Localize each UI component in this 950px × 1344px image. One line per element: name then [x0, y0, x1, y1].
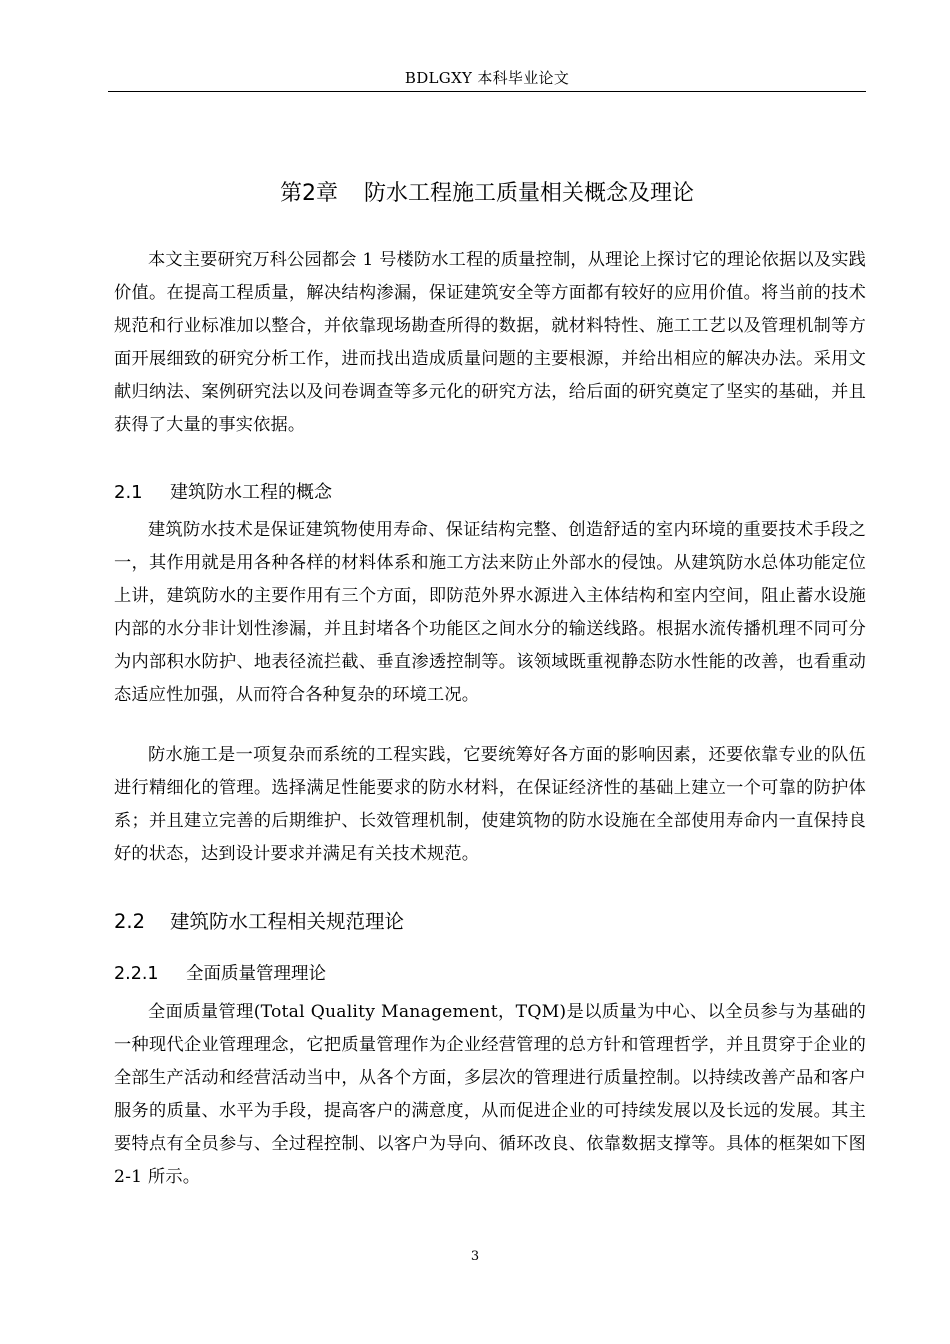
page-number: 3	[470, 1249, 480, 1264]
section-2-2-1-paragraph: 全面质量管理(Total Quality Management，TQM)是以质量为中心、以全员参与为基础的一种现代企业管理理念，它把质量管理作为企业经营管理的总方针和管理哲学，并且贯穿于企业的全部生产活动和经营活动当中，从各个方面，多层次的管理进行质量控制。以持续改善产品和客户服务的质量、水平为手段，提高客户的满意度，从而促进企业的可持续发展以及长远的发展。其主要特点有全员参与、全过程控制、以客户为导向、循环改良、依靠数据支撑等。具体的框架如下图 2-1 所示。	[114, 1002, 866, 1187]
section-2-2-title: 建筑防水工程相关规范理论	[170, 910, 405, 933]
chapter-title	[108, 176, 866, 207]
section-2-2-heading	[114, 906, 404, 934]
section-2-2-1-title: 全面质量管理理论	[186, 964, 326, 984]
chapter-number: 第2章	[279, 181, 338, 206]
section-2-1-paragraph-2: 防水施工是一项复杂而系统的工程实践，它要统筹好各方面的影响因素，还要依靠专业的队伍进行精细化的管理。选择满足性能要求的防水材料，在保证经济性的基础上建立一个可靠的防护体系；并且建立完善的后期维护、长效管理机制，使建筑物的防水设施在全部使用寿命内一直保持良好的状态，达到设计要求并满足有关技术规范。	[114, 745, 866, 864]
section-2-2-number: 2.2	[114, 910, 146, 933]
header-rule	[108, 91, 866, 92]
running-header: BDLGXY 本科毕业论文	[404, 69, 570, 87]
section-2-1-paragraph-1: 建筑防水技术是保证建筑物使用寿命、保证结构完整、创造舒适的室内环境的重要技术手段之一，其作用就是用各种各样的材料体系和施工方法来防止外部水的侵蚀。从建筑防水总体功能定位上讲，建筑防水的主要作用有三个方面，即防范外界水源进入主体结构和室内空间，阻止蓄水设施内部的水分非计划性渗漏，并且封堵各个功能区之间水分的输送线路。根据水流传播机理不同可分为内部积水防护、地表径流拦截、垂直渗透控制等。该领域既重视静态防水性能的改善，也看重动态适应性加强，从而符合各种复杂的环境工况。	[114, 520, 866, 705]
section-2-1-heading	[114, 478, 332, 504]
section-2-1-title: 建筑防水工程的概念	[170, 482, 332, 503]
section-2-1-number: 2.1	[114, 482, 143, 503]
section-2-2-1-number: 2.2.1	[114, 964, 159, 984]
chapter-title-text: 防水工程施工质量相关概念及理论	[363, 181, 694, 206]
intro-paragraph: 本文主要研究万科公园都会 1 号楼防水工程的质量控制，从理论上探讨它的理论依据以及实践价值。在提高工程质量，解决结构渗漏，保证建筑安全等方面都有较好的应用价值。将当前的技术规范和行业标准加以整合，并依靠现场勘查所得的数据，就材料特性、施工工艺以及管理机制等方面开展细致的研究分析工作，进而找出造成质量问题的主要根源，并给出相应的解决办法。采用文献归纳法、案例研究法以及问卷调查等多元化的研究方法，给后面的研究奠定了坚实的基础，并且获得了大量的事实依据。	[114, 250, 866, 435]
section-2-2-1-heading	[114, 960, 326, 985]
